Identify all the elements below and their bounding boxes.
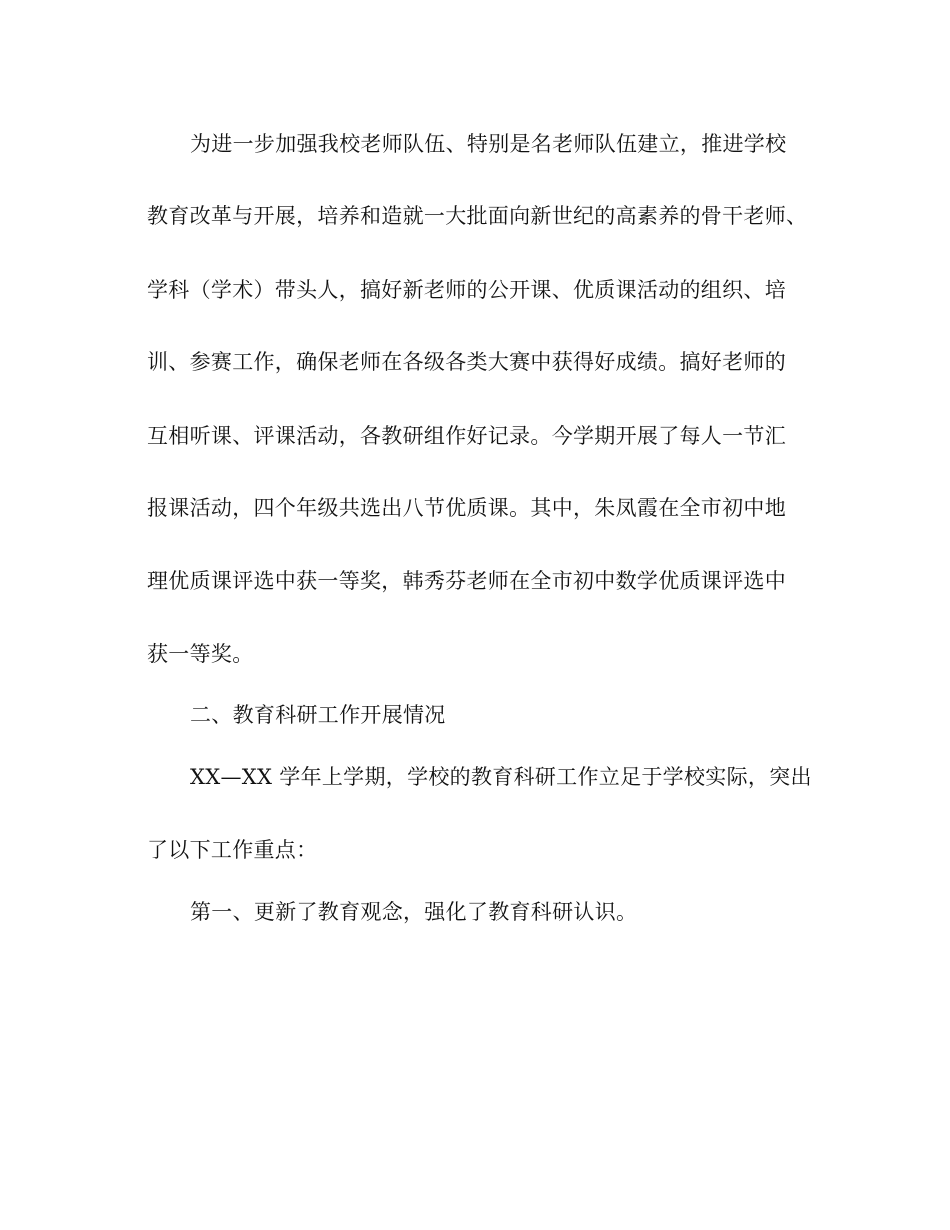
paragraph-3: 第一、更新了教育观念，强化了教育科研认识。 xyxy=(190,900,638,924)
paragraph-1-line-2: 教育改革与开展，培养和造就一大批面向新世纪的高素养的骨干老师、 xyxy=(147,204,808,228)
paragraph-2-line-2: 了以下工作重点： xyxy=(147,838,318,862)
paragraph-1-line-1: 为进一步加强我校老师队伍、特别是名老师队伍建立，推进学校 xyxy=(190,132,787,156)
paragraph-1-line-7: 理优质课评选中获一等奖，韩秀芬老师在全市初中数学优质课评选中 xyxy=(147,569,786,593)
section-heading: 二、教育科研工作开展情况 xyxy=(190,703,446,727)
paragraph-1-line-8: 获一等奖。 xyxy=(147,642,254,666)
paragraph-1-line-5: 互相听课、评课活动，各教研组作好记录。今学期开展了每人一节汇 xyxy=(147,424,786,448)
paragraph-1-line-6: 报课活动，四个年级共选出八节优质课。其中，朱凤霞在全市初中地 xyxy=(147,496,786,520)
paragraph-2-line-1: XX—XX 学年上学期，学校的教育科研工作立足于学校实际，突出 xyxy=(190,765,812,789)
paragraph-1-line-4: 训、参赛工作，确保老师在各级各类大赛中获得好成绩。搞好老师的 xyxy=(147,350,786,374)
paragraph-1-line-3: 学科（学术）带头人，搞好新老师的公开课、优质课活动的组织、培 xyxy=(147,278,786,302)
